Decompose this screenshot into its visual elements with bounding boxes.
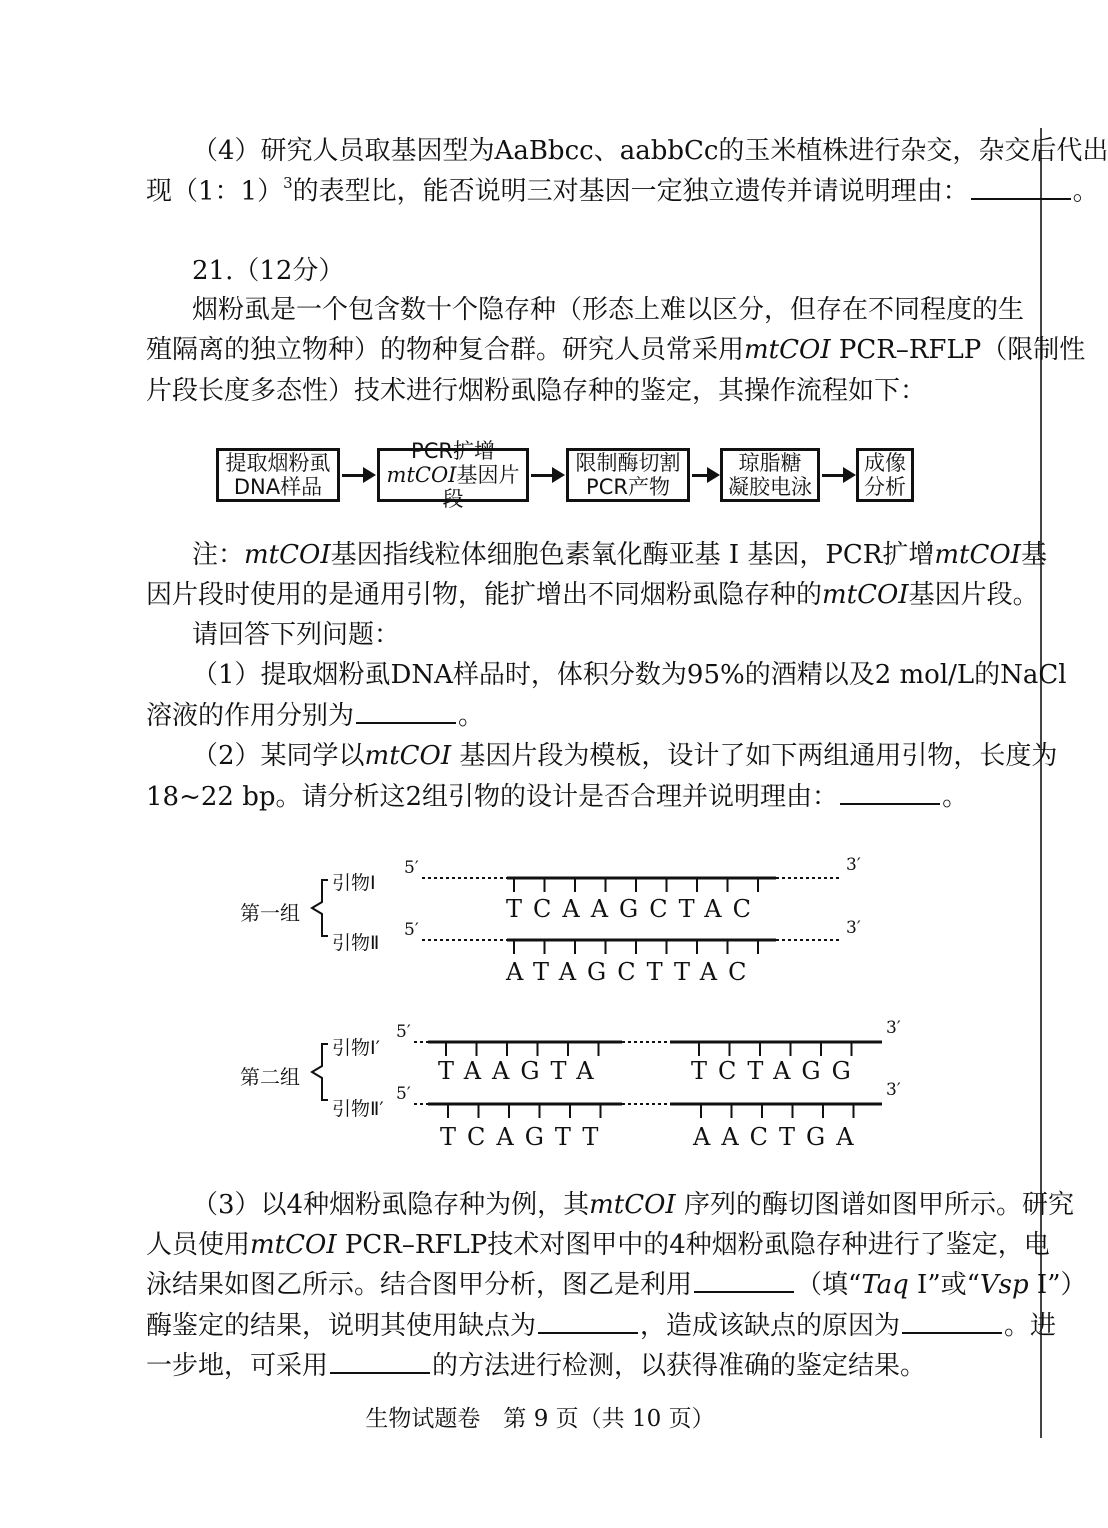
ask-line: 请回答下列问题： [192,620,401,650]
five-prime-label: 5′ [396,1084,411,1104]
five-prime-label: 5′ [404,858,419,878]
q20-part4-line1: （4）研究人员取基因型为AaBbcc、aabbCc的玉米植株进行杂交，杂交后代出 [192,136,1108,166]
flow-step-imaging: 成像 分析 [856,448,914,502]
g1-primer2-sequence: ATAGCTTAC [506,958,758,986]
g2-primer1-sequence-left: TAAGTA [438,1057,605,1085]
flow-step-digest: 限制酶切割 PCR产物 [566,448,690,502]
five-prime-label: 5′ [404,920,419,940]
q21-intro-line3: 片段长度多态性）技术进行烟粉虱隐存种的鉴定，其操作流程如下： [146,376,927,406]
three-prime-label: 3′ [886,1080,901,1100]
part2-line1: （2）某同学以mtCOI 基因片段为模板，设计了如下两组通用引物，长度为 [192,741,1058,771]
three-prime-label: 3′ [846,855,861,875]
g2-primer1-label: 引物Ⅰ′ [332,1037,380,1059]
answer-blank [538,1331,638,1334]
three-prime-label: 3′ [846,918,861,938]
part1-line1: （1）提取烟粉虱DNA样品时，体积分数为95%的酒精以及2 mol/L的NaCl [192,660,1067,690]
g1-primer1-sequence: TCAAGCTAC [506,895,762,923]
q21-intro-line1: 烟粉虱是一个包含数十个隐存种（形态上难以区分，但存在不同程度的生 [192,295,1025,325]
g2-primer2-label: 引物Ⅱ′ [332,1098,384,1120]
part3-line1: （3）以4种烟粉虱隐存种为例，其mtCOI 序列的酶切图谱如图甲所示。研究 [192,1190,1074,1220]
g2-primer2-sequence-left: TCAGTT [440,1123,610,1151]
part3-line5: 一步地，可采用 的方法进行检测，以获得准确的鉴定结果。 [146,1351,927,1381]
five-prime-label: 5′ [396,1022,411,1042]
answer-blank [330,1371,430,1374]
note-line2: 因片段时使用的是通用引物，能扩增出不同烟粉虱隐存种的mtCOI基因片段。 [146,580,1039,610]
answer-blank [902,1331,1002,1334]
part2-line2: 18~22 bp。请分析这2组引物的设计是否合理并说明理由： 。 [146,782,969,812]
note-line1: 注：mtCOI基因指线粒体细胞色素氧化酶亚基 Ⅰ 基因，PCR扩增mtCOI基 [192,540,1047,570]
part3-line2: 人员使用mtCOI PCR–RFLP技术对图甲中的4种烟粉虱隐存种进行了鉴定，电 [146,1230,1050,1260]
g1-primer2-label: 引物Ⅱ [332,932,380,954]
flow-step-extract-dna: 提取烟粉虱 DNA样品 [216,448,340,502]
group2-label: 第二组 [240,1065,300,1089]
three-prime-label: 3′ [886,1018,901,1038]
flow-step-pcr: PCR扩增 mtCOI基因片段 [377,448,529,502]
answer-blank [694,1290,794,1293]
part1-line2: 溶液的作用分别为 。 [146,701,485,731]
g1-primer1-label: 引物Ⅰ [332,872,376,894]
q20-part4-line2: 现（1：1）$^3$的表型比，能否说明三对基因一定独立遗传并请说明理由： 。 [146,174,1099,207]
g2-primer2-sequence-right: AACTGA [693,1123,865,1151]
q21-header: 21.（12分） [192,256,345,286]
q21-intro-line2: 殖隔离的独立物种）的物种复合群。研究人员常采用mtCOI PCR–RFLP（限制性 [146,335,1086,365]
page-footer: 生物试题卷 第 9 页（共 10 页） [365,1406,715,1432]
part3-line4: 酶鉴定的结果，说明其使用缺点为 ，造成该缺点的原因为 。进 [146,1311,1057,1341]
flow-step-electrophoresis: 琼脂糖 凝胶电泳 [720,448,820,502]
g2-primer1-sequence-right: TCTAGG [691,1057,862,1085]
group1-label: 第一组 [240,901,300,925]
part3-line3: 泳结果如图乙所示。结合图甲分析，图乙是利用 （填“Taq Ⅰ”或“Vsp Ⅰ”） [146,1270,1087,1300]
